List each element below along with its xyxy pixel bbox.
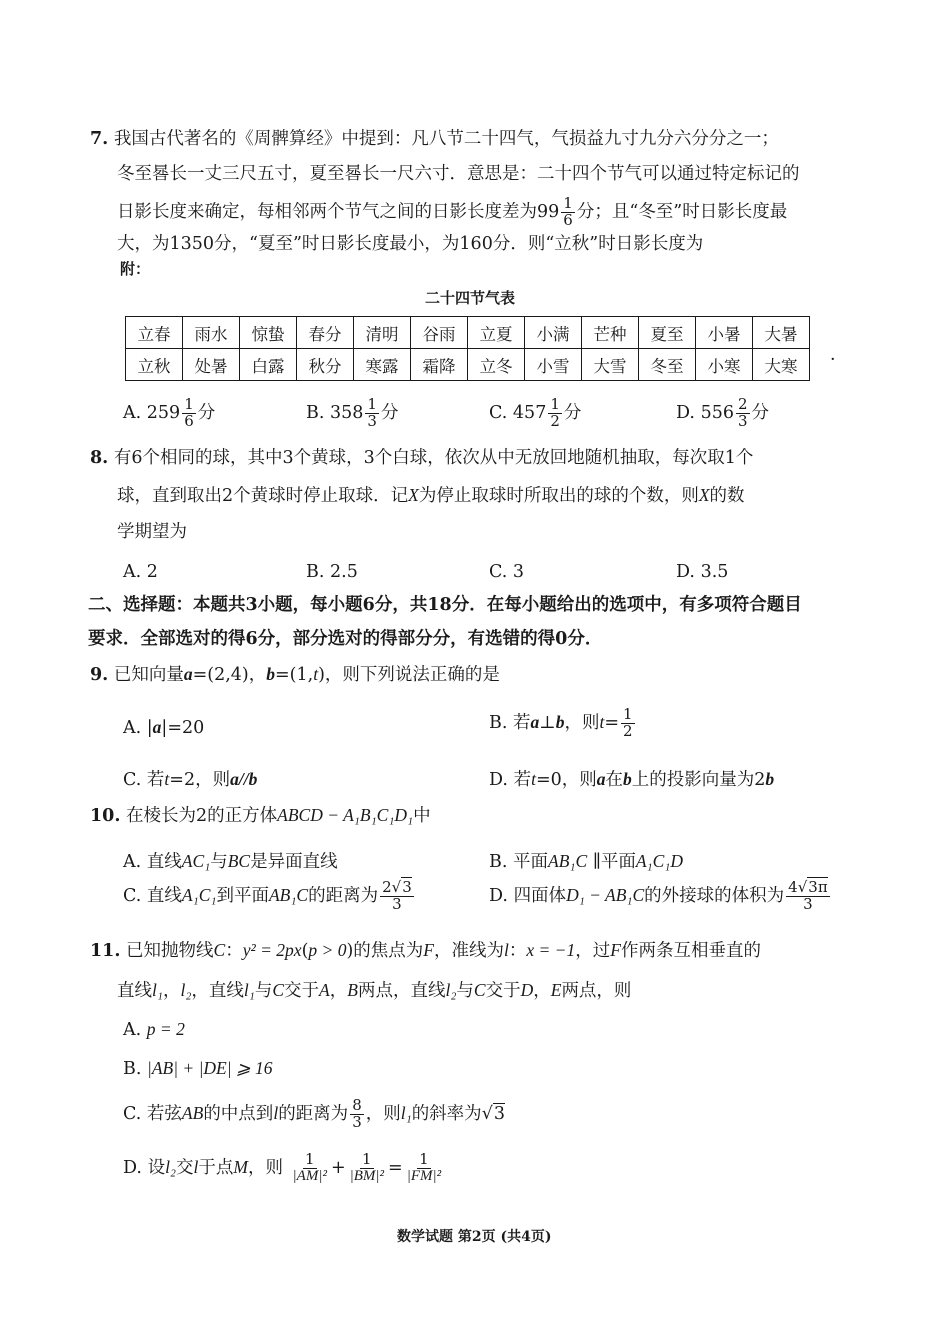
table-cell: 秋分 <box>297 349 354 381</box>
q8-option-b[interactable]: B. 2.5 <box>306 562 358 582</box>
table-cell: 立秋 <box>126 349 183 381</box>
q7-option-c[interactable]: C. 457 $\frac{1}{2}$ 分 <box>489 395 582 430</box>
table-cell: 寒露 <box>354 349 411 381</box>
table-cell: 小寒 <box>696 349 753 381</box>
solar-terms-table <box>125 316 810 381</box>
table-row <box>126 349 810 381</box>
table-cell: 春分 <box>297 317 354 349</box>
q11-stem-line2: 直线l₁，l₂，直线l₁与C交于A，B两点，直线l₂与C交于D，E两点，则 <box>117 980 632 1001</box>
table-cell: 立冬 <box>468 349 525 381</box>
table-cell: 霜降 <box>411 349 468 381</box>
q7-text-3a: 日影长度来确定，每相邻两个节气之间的日影长度差为99 <box>117 201 560 222</box>
table-cell: 处暑 <box>183 349 240 381</box>
q7-option-b[interactable]: B. 358 $\frac{1}{3}$ 分 <box>306 395 399 430</box>
q9-stem: 9. 已知向量a=(2,4)，b=(1,t)，则下列说法正确的是 <box>90 664 500 685</box>
q11-number: 11. <box>90 941 121 961</box>
q11-option-b[interactable]: B. |AB| + |DE| ⩾ 16 <box>123 1058 273 1079</box>
table-cell: 清明 <box>354 317 411 349</box>
q8-stem-line1: 8. 有6个相同的球，其中3个黄球，3个白球，依次从中无放回地随机抽取，每次取1个 <box>90 448 754 468</box>
table-cell: 立夏 <box>468 317 525 349</box>
q8-stem-line3: 学期望为 <box>117 522 187 542</box>
q8-option-a[interactable]: A. 2 <box>123 562 158 582</box>
q7-attach-label: 附： <box>120 260 151 278</box>
table-row <box>126 317 810 349</box>
q9-option-a[interactable]: A. |a|=20 <box>123 717 205 738</box>
table-cell: 夏至 <box>639 317 696 349</box>
q11-option-c[interactable]: C. 若弦AB的中点到l的距离为 $\frac{8}{3}$ ，则l₁的斜率为√3 <box>123 1096 505 1131</box>
q7-table-end-mark: · <box>830 350 836 370</box>
q8-stem-line2: 球，直到取出2个黄球时停止取球．记X为停止取球时所取出的球的个数，则X的数 <box>117 485 745 506</box>
q9-number: 9. <box>90 665 109 685</box>
table-cell: 大雪 <box>582 349 639 381</box>
q10-option-b[interactable]: B. 平面AB₁C ∥平面A₁C₁D <box>489 851 683 872</box>
q7-text-4: 大，为1350分，“夏至”时日影长度最小，为160分．则“立秋”时日影长度为 <box>117 234 704 254</box>
table-cell: 立春 <box>126 317 183 349</box>
page-footer: 数学试题 第2页 (共4页) <box>397 1229 552 1245</box>
q7-stem-line4 <box>117 236 703 254</box>
q10-option-a[interactable]: A. 直线AC₁与BC是异面直线 <box>123 851 338 872</box>
q7-stem-line1 <box>90 131 779 149</box>
table-cell: 芒种 <box>582 317 639 349</box>
q11-stem-line1: 11. 已知抛物线C：y² = 2px(p > 0)的焦点为F，准线为l：x = −1，过F作两条互相垂直的 <box>90 940 761 961</box>
section2-heading-line2: 要求．全部选对的得6分，部分选对的得部分分，有选错的得0分． <box>88 629 603 649</box>
q10-number: 10. <box>90 806 121 826</box>
q9-option-d[interactable]: D. 若t=0，则a在b上的投影向量为2b <box>489 769 775 790</box>
table-cell: 白露 <box>240 349 297 381</box>
q7-text-1: 我国古代著名的《周髀算经》中提到：凡八节二十四气，气损益九寸九分六分分之一； <box>113 129 779 149</box>
q7-diff-fraction: $\frac{1}{6}$ <box>563 194 573 229</box>
q7-stem-line2 <box>117 166 800 184</box>
q7-option-d[interactable]: D. 556 $\frac{2}{3}$ 分 <box>676 395 770 430</box>
q10-option-d[interactable]: D. 四面体D₁ − AB₁C的外接球的体积为 $\frac{4√3\pi}{3}$ <box>489 878 828 913</box>
q8-option-c[interactable]: C. 3 <box>489 562 525 582</box>
q7-option-a[interactable]: A. 259 $\frac{1}{6}$ 分 <box>123 395 216 430</box>
q9-option-b[interactable]: B. 若a⊥b，则t= $\frac{1}{2}$ <box>489 705 633 740</box>
q9-option-c[interactable]: C. 若t=2，则a//b <box>123 769 258 790</box>
q7-table-title: 二十四节气表 <box>425 289 516 307</box>
q7-text-2: 冬至晷长一丈三尺五寸，夏至晷长一尺六寸．意思是：二十四个节气可以通过特定标记的 <box>117 164 800 184</box>
q10-stem: 10. 在棱长为2的正方体ABCD − A₁B₁C₁D₁中 <box>90 805 431 826</box>
q7-number: 7. <box>90 129 109 149</box>
table-cell: 大寒 <box>753 349 810 381</box>
q10-option-c[interactable]: C. 直线A₁C₁到平面AB₁C的距离为 $\frac{2√3}{3}$ <box>123 878 412 913</box>
table-cell: 惊蛰 <box>240 317 297 349</box>
table-cell: 雨水 <box>183 317 240 349</box>
q8-number: 8. <box>90 448 109 468</box>
section2-heading-line1: 二、选择题：本题共3小题，每小题6分，共18分．在每小题给出的选项中，有多项符合题目 <box>88 595 802 615</box>
table-cell: 冬至 <box>639 349 696 381</box>
q7-text-3b: 分；且“冬至”时日影长度最 <box>576 201 788 222</box>
q7-stem-line3 <box>117 196 787 229</box>
q11-option-a[interactable]: A. p = 2 <box>123 1019 185 1040</box>
table-cell: 大暑 <box>753 317 810 349</box>
table-cell: 谷雨 <box>411 317 468 349</box>
table-cell: 小雪 <box>525 349 582 381</box>
q11-option-d[interactable]: D. 设l₂交l于点M，则 $\frac{1}{\text{|AM|²}}$ + $\frac{1}{\text{|BM|²}}$ = $\frac{1}{\text{|FM|²}}$ <box>123 1150 442 1184</box>
table-cell: 小暑 <box>696 317 753 349</box>
table-cell: 小满 <box>525 317 582 349</box>
q8-option-d[interactable]: D. 3.5 <box>676 562 729 582</box>
